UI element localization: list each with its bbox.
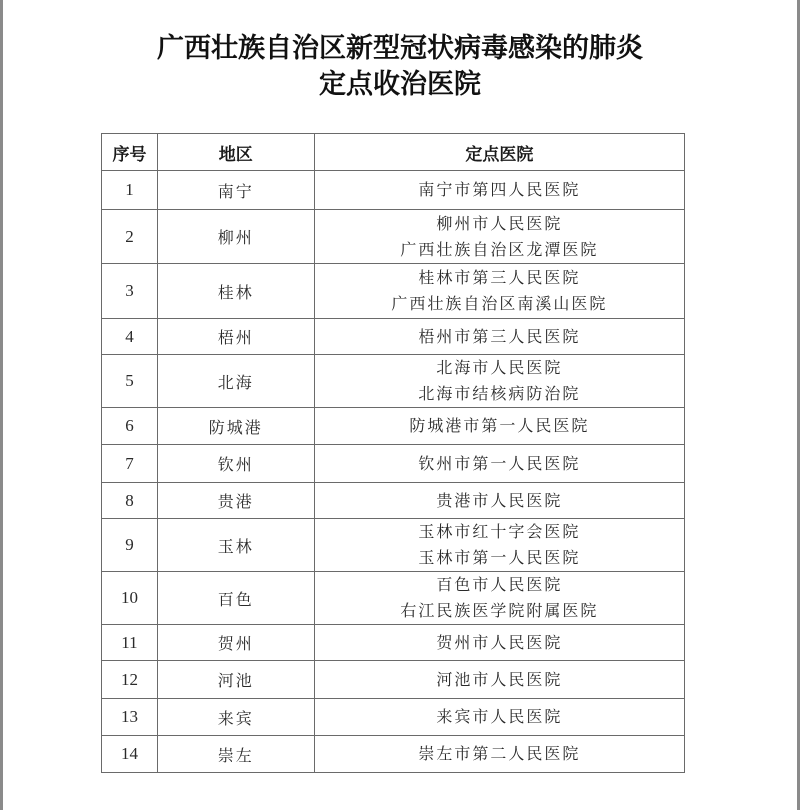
row-index: 5 xyxy=(102,355,158,408)
hospital-name: 广西壮族自治区南溪山医院 xyxy=(391,294,608,313)
hospital-name: 北海市人民医院 xyxy=(436,358,563,377)
row-index: 3 xyxy=(102,264,158,319)
table-row xyxy=(102,699,685,736)
row-hospitals xyxy=(314,699,684,736)
row-index: 1 xyxy=(102,171,158,210)
row-hospitals xyxy=(314,355,684,408)
table-row xyxy=(102,519,685,572)
header-index: 序号 xyxy=(102,134,158,171)
designated-hospitals-table xyxy=(101,133,685,773)
table-row xyxy=(102,319,685,355)
row-region: 柳州 xyxy=(157,210,314,264)
row-hospitals xyxy=(314,408,684,445)
table-row xyxy=(102,171,685,210)
table-row xyxy=(102,210,685,264)
row-hospitals xyxy=(314,319,684,355)
table-row xyxy=(102,483,685,519)
hospital-name: 右江民族医学院附属医院 xyxy=(400,601,599,620)
hospital-name: 柳州市人民医院 xyxy=(436,213,563,233)
row-region: 南宁 xyxy=(157,171,314,210)
row-index: 12 xyxy=(102,661,158,699)
row-region: 来宾 xyxy=(157,699,314,736)
row-index: 14 xyxy=(102,736,158,773)
row-region: 钦州 xyxy=(157,445,314,483)
row-hospitals xyxy=(314,171,684,210)
row-index: 11 xyxy=(102,625,158,661)
row-hospitals xyxy=(314,519,684,572)
row-hospitals xyxy=(314,572,684,625)
document-title-line1: 广西壮族自治区新型冠状病毒感染的肺炎 xyxy=(157,33,643,64)
table-row xyxy=(102,736,685,773)
hospital-name: 玉林市红十字会医院 xyxy=(418,522,581,541)
hospital-name: 南宁市第四人民医院 xyxy=(418,180,581,199)
row-index: 8 xyxy=(102,483,158,519)
row-region: 桂林 xyxy=(157,264,314,319)
hospital-name: 钦州市第一人民医院 xyxy=(418,453,581,473)
row-region: 玉林 xyxy=(157,519,314,572)
scan-edge-left xyxy=(0,0,3,810)
row-index: 6 xyxy=(102,408,158,445)
hospital-name: 贵港市人民医院 xyxy=(436,490,563,510)
hospital-name: 桂林市第三人民医院 xyxy=(418,268,581,287)
row-index: 10 xyxy=(102,572,158,625)
row-region: 北海 xyxy=(157,355,314,408)
row-hospitals xyxy=(314,736,684,773)
hospital-name: 广西壮族自治区龙潭医院 xyxy=(400,239,599,259)
row-region: 贵港 xyxy=(157,483,314,519)
hospital-name: 北海市结核病防治院 xyxy=(418,384,581,403)
row-region: 河池 xyxy=(157,661,314,699)
hospital-name: 防城港市第一人民医院 xyxy=(409,416,590,435)
row-index: 7 xyxy=(102,445,158,483)
table-row xyxy=(102,445,685,483)
table-row xyxy=(102,264,685,319)
hospital-name: 河池市人民医院 xyxy=(436,669,563,689)
row-region: 梧州 xyxy=(157,319,314,355)
table-row xyxy=(102,661,685,699)
row-region: 防城港 xyxy=(157,408,314,445)
row-index: 2 xyxy=(102,210,158,264)
row-hospitals xyxy=(314,625,684,661)
row-index: 9 xyxy=(102,519,158,572)
header-hospital: 定点医院 xyxy=(314,134,684,171)
header-region: 地区 xyxy=(157,134,314,171)
row-region: 崇左 xyxy=(157,736,314,773)
hospital-name: 崇左市第二人民医院 xyxy=(418,744,581,763)
row-region: 百色 xyxy=(157,572,314,625)
row-hospitals xyxy=(314,210,684,264)
table-header-row xyxy=(102,134,685,171)
document-title-line2: 定点收治医院 xyxy=(319,69,481,100)
hospital-name: 来宾市人民医院 xyxy=(436,707,563,726)
row-index: 4 xyxy=(102,319,158,355)
row-hospitals xyxy=(314,445,684,483)
row-hospitals xyxy=(314,483,684,519)
row-region: 贺州 xyxy=(157,625,314,661)
table-row xyxy=(102,408,685,445)
hospital-name: 梧州市第三人民医院 xyxy=(418,326,581,346)
hospital-name: 贺州市人民医院 xyxy=(436,632,563,652)
table-row xyxy=(102,355,685,408)
row-hospitals xyxy=(314,264,684,319)
row-hospitals xyxy=(314,661,684,699)
table-row xyxy=(102,572,685,625)
hospital-name: 玉林市第一人民医院 xyxy=(418,548,581,567)
table-row xyxy=(102,625,685,661)
hospital-name: 百色市人民医院 xyxy=(436,575,563,594)
row-index: 13 xyxy=(102,699,158,736)
